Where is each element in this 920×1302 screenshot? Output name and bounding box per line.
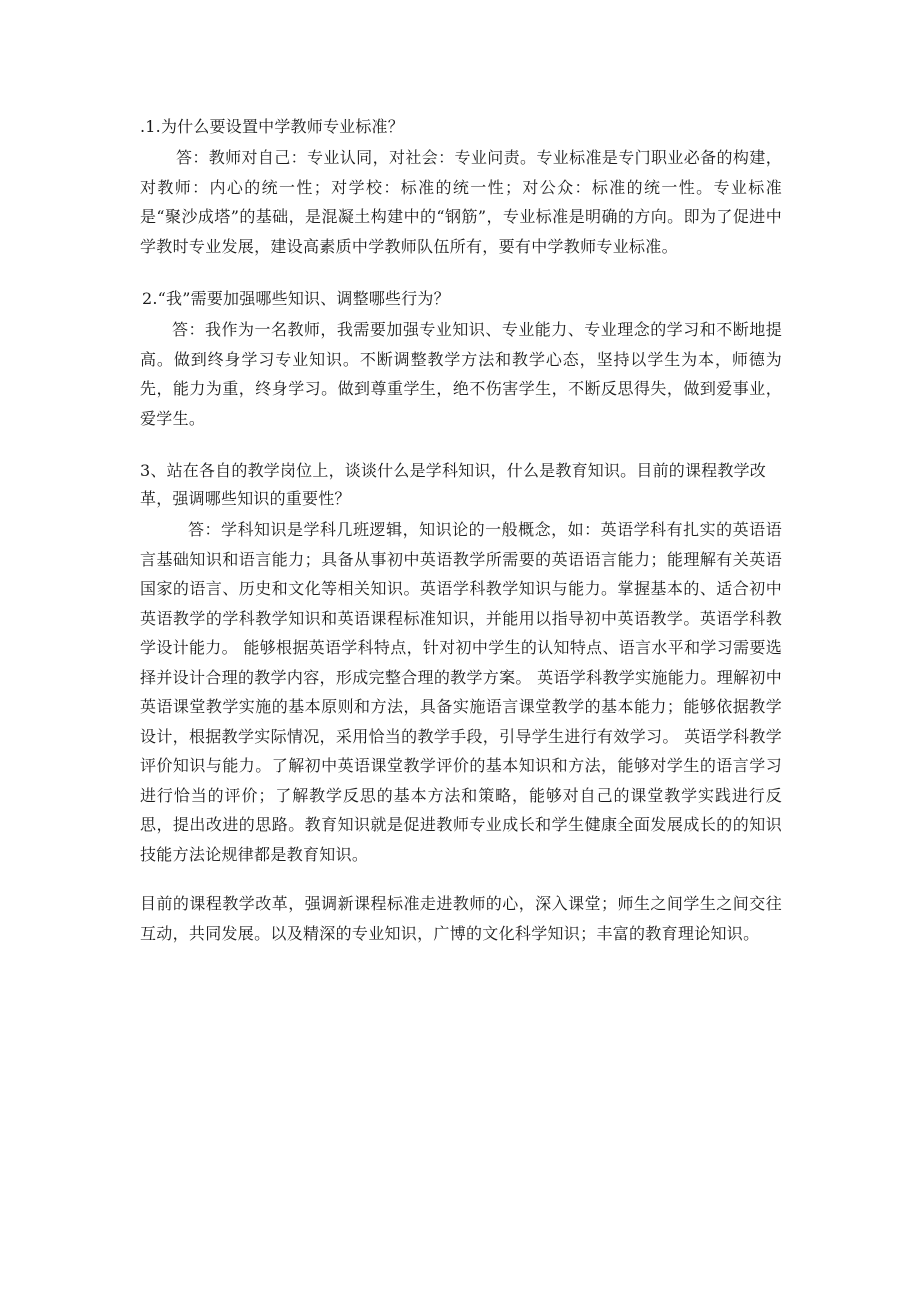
question-2: 2.“我”需要加强哪些知识、调整哪些行为？ — [142, 289, 450, 308]
question-1: .1.为什么要设置中学教师专业标准？ — [140, 117, 404, 136]
question-section-1 — [140, 113, 782, 261]
closing-paragraph: 目前的课程教学改革，强调新课程标准走进教师的心，深入课堂；师生之间学生之间交往互动，共同发展。以及精深的专业知识，广博的文化科学知识；丰富的教育理论知识。 — [140, 894, 782, 943]
answer-2: 答：我作为一名教师，我需要加强专业知识、专业能力、专业理念的学习和不断地提高。做到终身学习专业知识。不断调整教学方法和教学心态，坚持以学生为本，师德为先，能力为重，终身学习。做到尊重学生，绝不伤害学生，不断反思得失，做到爱事业，爱学生。 — [140, 320, 782, 428]
question-3: 3、站在各自的教学岗位上，谈谈什么是学科知识，什么是教育知识。目前的课程教学改革，强调哪些知识的重要性？ — [140, 461, 766, 508]
answer-3: 答：学科知识是学科几班逻辑，知识论的一般概念，如：英语学科有扎实的英语语言基础知识和语言能力；具备从事初中英语教学所需要的英语语言能力；能理解有关英语国家的语言、历史和文化等相关知识。英语学科教学知识与能力。掌握基本的、适合初中英语教学的学科教学知识和英语课程标准知识，并能用以指导初中英语教学。英语学科教学设计能力。 能够根据英语学科特点，针对初中学生的认知特点、语言水平和学习需要选择并设计合理的教学内容，形成完整合理的教学方案。 英语学科教学实施能力。理解初中英语课堂教学实施的基本原则和方法，具备实施语言课堂教学的基本能力；能够依据教学设计，根据教学实际情况，采用恰当的教学手段，引导学生进行有效学习。 英语学科教学评价知识与能力。了解初中英语课堂教学评价的基本知识和方法，能够对学生的语言学习进行恰当的评价；了解教学反思的基本方法和策略，能够对自己的课堂教学实践进行反思，提出改进的思路。教育知识就是促进教师专业成长和学生健康全面发展成长的的知识技能方法论规律都是教育知识。 — [140, 520, 782, 864]
question-section-3 — [140, 457, 782, 869]
answer-1: 答：教师对自己：专业认同，对社会：专业问责。专业标准是专门职业必备的构建，对教师：内心的统一性；对学校：标准的统一性；对公众：标准的统一性。专业标准是“聚沙成塔”的基础，是混凝土构建中的“钢筋”，专业标准是明确的方向。即为了促进中学教时专业发展，建设高素质中学教师队伍所有，要有中学教师专业标准。 — [140, 148, 782, 256]
question-section-2 — [140, 285, 782, 433]
document-page — [140, 113, 782, 948]
